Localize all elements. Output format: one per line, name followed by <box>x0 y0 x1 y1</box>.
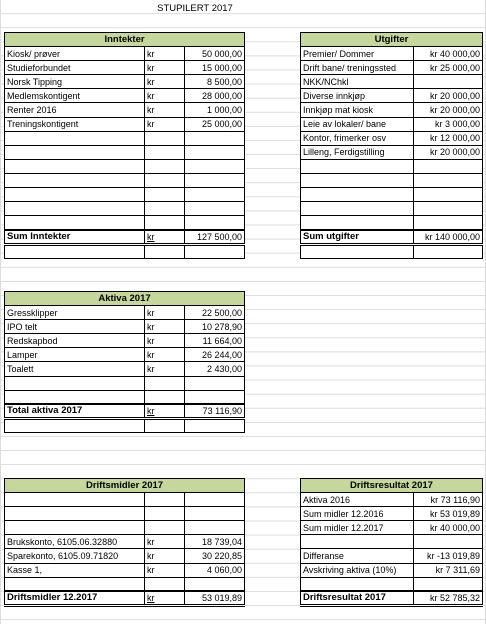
row-label <box>5 376 145 390</box>
table-row <box>301 47 483 61</box>
row-currency: kr <box>145 362 185 376</box>
row-label <box>5 493 145 507</box>
driftsmidler-header: Driftsmidler 2017 <box>5 479 245 493</box>
sum-row <box>301 591 483 606</box>
row-label: Sum midler 12.2017 <box>301 521 414 535</box>
row-label: Medlemskontigent <box>5 89 145 103</box>
table-row <box>5 306 245 320</box>
row-label <box>301 577 414 591</box>
sum-value: 53 019,89 <box>185 591 245 606</box>
row-value: 18 739,04 <box>185 535 245 549</box>
row-currency <box>145 216 185 230</box>
row-label: Studieforbundet <box>5 61 145 75</box>
table-row <box>5 493 245 507</box>
row-currency: kr <box>145 103 185 117</box>
table-row <box>5 159 245 173</box>
row-currency: kr <box>145 334 185 348</box>
table-row <box>301 535 483 549</box>
row-label <box>5 131 145 145</box>
table-row <box>5 103 245 117</box>
table-row <box>5 216 245 230</box>
row-label: Kiosk/ prøver <box>5 47 145 61</box>
table-row <box>5 75 245 89</box>
row-currency: kr <box>145 117 185 131</box>
row-value: 25 000,00 <box>185 117 245 131</box>
row-label <box>301 535 414 549</box>
table-row <box>301 117 483 131</box>
utgifter-table <box>300 32 483 259</box>
row-value: 22 500,00 <box>185 306 245 320</box>
row-label: Brukskonto, 6105.06.32880 <box>5 535 145 549</box>
table-row <box>5 145 245 159</box>
table-row <box>301 549 483 563</box>
row-value: 4 060,00 <box>185 563 245 577</box>
utgifter-header: Utgifter <box>301 33 483 47</box>
row-label: Avskriving aktiva (10%) <box>301 563 414 577</box>
row-currency <box>145 188 185 202</box>
spacer-cell <box>185 419 245 433</box>
row-value: 1 000,00 <box>185 103 245 117</box>
row-label: IPO telt <box>5 320 145 334</box>
table-row <box>5 507 245 521</box>
row-value: 10 278,90 <box>185 320 245 334</box>
row-amount: kr 7 311,69 <box>414 563 483 577</box>
row-label <box>5 216 145 230</box>
sum-currency: kr <box>145 230 185 245</box>
row-label: Premier/ Dommer <box>301 47 414 61</box>
row-amount: kr 40 000,00 <box>414 521 483 535</box>
sum-value: 127 500,00 <box>185 230 245 245</box>
row-value <box>185 493 245 507</box>
row-label <box>5 390 145 404</box>
row-label: Toalett <box>5 362 145 376</box>
row-value: 2 430,00 <box>185 362 245 376</box>
table-row <box>5 188 245 202</box>
row-label: Lamper <box>5 348 145 362</box>
row-currency <box>145 376 185 390</box>
row-label: Kasse 1, <box>5 563 145 577</box>
row-currency <box>145 173 185 187</box>
spacer-row <box>5 244 245 258</box>
row-label: NKK/NChkl <box>301 75 414 89</box>
table-row <box>301 507 483 521</box>
row-amount <box>414 535 483 549</box>
spacer-cell <box>414 244 483 258</box>
row-value <box>185 159 245 173</box>
row-label: Renter 2016 <box>5 103 145 117</box>
table-row <box>301 89 483 103</box>
row-amount: kr 3 000,00 <box>414 117 483 131</box>
row-value <box>185 145 245 159</box>
row-currency: kr <box>145 61 185 75</box>
row-value <box>185 577 245 591</box>
row-label: Leie av lokaler/ bane <box>301 117 414 131</box>
row-currency: kr <box>145 47 185 61</box>
row-currency <box>145 131 185 145</box>
row-value <box>185 390 245 404</box>
row-amount: kr 25 000,00 <box>414 61 483 75</box>
row-value <box>185 216 245 230</box>
row-label <box>5 188 145 202</box>
row-label: Drift bane/ treningssted <box>301 61 414 75</box>
table-row <box>301 61 483 75</box>
row-currency: kr <box>145 348 185 362</box>
row-currency: kr <box>145 306 185 320</box>
row-currency <box>145 577 185 591</box>
row-label <box>5 521 145 535</box>
row-label: Lilleng, Ferdigstilling <box>301 145 414 159</box>
row-value <box>185 507 245 521</box>
sum-currency: kr <box>145 591 185 606</box>
row-amount <box>414 173 483 187</box>
row-label: Treningskontigent <box>5 117 145 131</box>
row-value <box>185 376 245 390</box>
row-amount: kr 53 019,89 <box>414 507 483 521</box>
sum-label: Sum utgifter <box>301 230 414 245</box>
row-currency: kr <box>145 320 185 334</box>
row-currency: kr <box>145 75 185 89</box>
row-currency: kr <box>145 89 185 103</box>
row-amount: kr 12 000,00 <box>414 131 483 145</box>
table-row <box>301 173 483 187</box>
driftsresultat-table <box>300 478 483 607</box>
inntekter-header: Inntekter <box>5 33 245 47</box>
table-row <box>5 131 245 145</box>
table-row <box>301 131 483 145</box>
row-label <box>5 159 145 173</box>
row-label: Redskapbod <box>5 334 145 348</box>
row-value: 8 500,00 <box>185 75 245 89</box>
table-row <box>5 89 245 103</box>
row-label <box>5 173 145 187</box>
row-amount <box>414 577 483 591</box>
table-row <box>5 117 245 131</box>
spacer-row <box>301 244 483 258</box>
row-amount <box>414 159 483 173</box>
sum-row <box>5 404 245 419</box>
row-currency <box>145 521 185 535</box>
sum-label: Sum Inntekter <box>5 230 145 245</box>
sum-label: Total aktiva 2017 <box>5 404 145 419</box>
row-currency <box>145 493 185 507</box>
spacer-cell <box>145 419 185 433</box>
row-currency: kr <box>145 549 185 563</box>
row-currency: kr <box>145 563 185 577</box>
sum-label: Driftsmidler 12.2017 <box>5 591 145 606</box>
row-label <box>301 202 414 216</box>
sum-row <box>5 591 245 606</box>
table-row <box>5 202 245 216</box>
table-row <box>5 376 245 390</box>
row-value: 11 664,00 <box>185 334 245 348</box>
table-row <box>5 334 245 348</box>
row-amount <box>414 216 483 230</box>
row-label: Kontor, frimerker osv <box>301 131 414 145</box>
row-amount: kr 20 000,00 <box>414 103 483 117</box>
aktiva-table <box>4 291 245 433</box>
spacer-cell <box>5 419 145 433</box>
table-row <box>301 75 483 89</box>
table-row <box>5 47 245 61</box>
row-label: Sum midler 12.2016 <box>301 507 414 521</box>
sum-value: kr 140 000,00 <box>414 230 483 245</box>
driftsmidler-table <box>4 478 245 607</box>
table-row <box>301 103 483 117</box>
sum-label: Driftsresultat 2017 <box>301 591 414 606</box>
row-value <box>185 188 245 202</box>
row-label: Differanse <box>301 549 414 563</box>
sum-row <box>301 230 483 245</box>
row-amount: kr -13 019,89 <box>414 549 483 563</box>
row-amount: kr 20 000,00 <box>414 89 483 103</box>
table-row <box>301 216 483 230</box>
row-amount <box>414 188 483 202</box>
row-amount: kr 20 000,00 <box>414 145 483 159</box>
sum-row <box>5 230 245 245</box>
row-amount <box>414 75 483 89</box>
row-value <box>185 202 245 216</box>
row-currency <box>145 390 185 404</box>
row-label <box>5 145 145 159</box>
row-label <box>301 159 414 173</box>
driftsresultat-header: Driftsresultat 2017 <box>301 479 483 493</box>
sum-value: kr 52 785,32 <box>414 591 483 606</box>
sum-currency: kr <box>145 404 185 419</box>
row-value: 50 000,00 <box>185 47 245 61</box>
table-row <box>301 521 483 535</box>
row-value <box>185 131 245 145</box>
row-currency: kr <box>145 535 185 549</box>
row-value <box>185 521 245 535</box>
row-label <box>5 507 145 521</box>
sum-value: 73 116,90 <box>185 404 245 419</box>
row-label <box>5 577 145 591</box>
table-row <box>301 577 483 591</box>
aktiva-header: Aktiva 2017 <box>5 292 245 306</box>
table-row <box>5 577 245 591</box>
row-value: 26 244,00 <box>185 348 245 362</box>
table-row <box>5 348 245 362</box>
row-label: Gressklipper <box>5 306 145 320</box>
row-value: 15 000,00 <box>185 61 245 75</box>
row-value: 28 000,00 <box>185 89 245 103</box>
row-label <box>5 202 145 216</box>
row-label: Diverse innkjøp <box>301 89 414 103</box>
table-row <box>301 202 483 216</box>
spacer-row <box>5 419 245 433</box>
spacer-cell <box>301 244 414 258</box>
table-row <box>301 563 483 577</box>
spacer-cell <box>145 244 185 258</box>
row-currency <box>145 159 185 173</box>
row-value <box>185 173 245 187</box>
row-currency <box>145 145 185 159</box>
table-row <box>5 61 245 75</box>
row-label: Innkjøp mat kiosk <box>301 103 414 117</box>
row-currency <box>145 202 185 216</box>
table-row <box>301 145 483 159</box>
row-amount <box>414 202 483 216</box>
table-row <box>5 390 245 404</box>
sheet-title: STUPILERT 2017 <box>157 3 233 14</box>
table-row <box>5 563 245 577</box>
table-row <box>301 493 483 507</box>
inntekter-table <box>4 32 245 259</box>
table-row <box>5 362 245 376</box>
table-row <box>301 188 483 202</box>
row-label <box>301 188 414 202</box>
row-amount: kr 40 000,00 <box>414 47 483 61</box>
row-label <box>301 173 414 187</box>
row-currency <box>145 507 185 521</box>
row-label: Sparekonto, 6105.09.71820 <box>5 549 145 563</box>
row-amount: kr 73 116,90 <box>414 493 483 507</box>
row-label: Aktiva 2016 <box>301 493 414 507</box>
row-label: Norsk Tipping <box>5 75 145 89</box>
spacer-cell <box>185 244 245 258</box>
table-row <box>5 320 245 334</box>
table-row <box>5 535 245 549</box>
table-row <box>5 549 245 563</box>
row-value: 30 220,85 <box>185 549 245 563</box>
table-row <box>5 521 245 535</box>
table-row <box>301 159 483 173</box>
row-label <box>301 216 414 230</box>
table-row <box>5 173 245 187</box>
spacer-cell <box>5 244 145 258</box>
